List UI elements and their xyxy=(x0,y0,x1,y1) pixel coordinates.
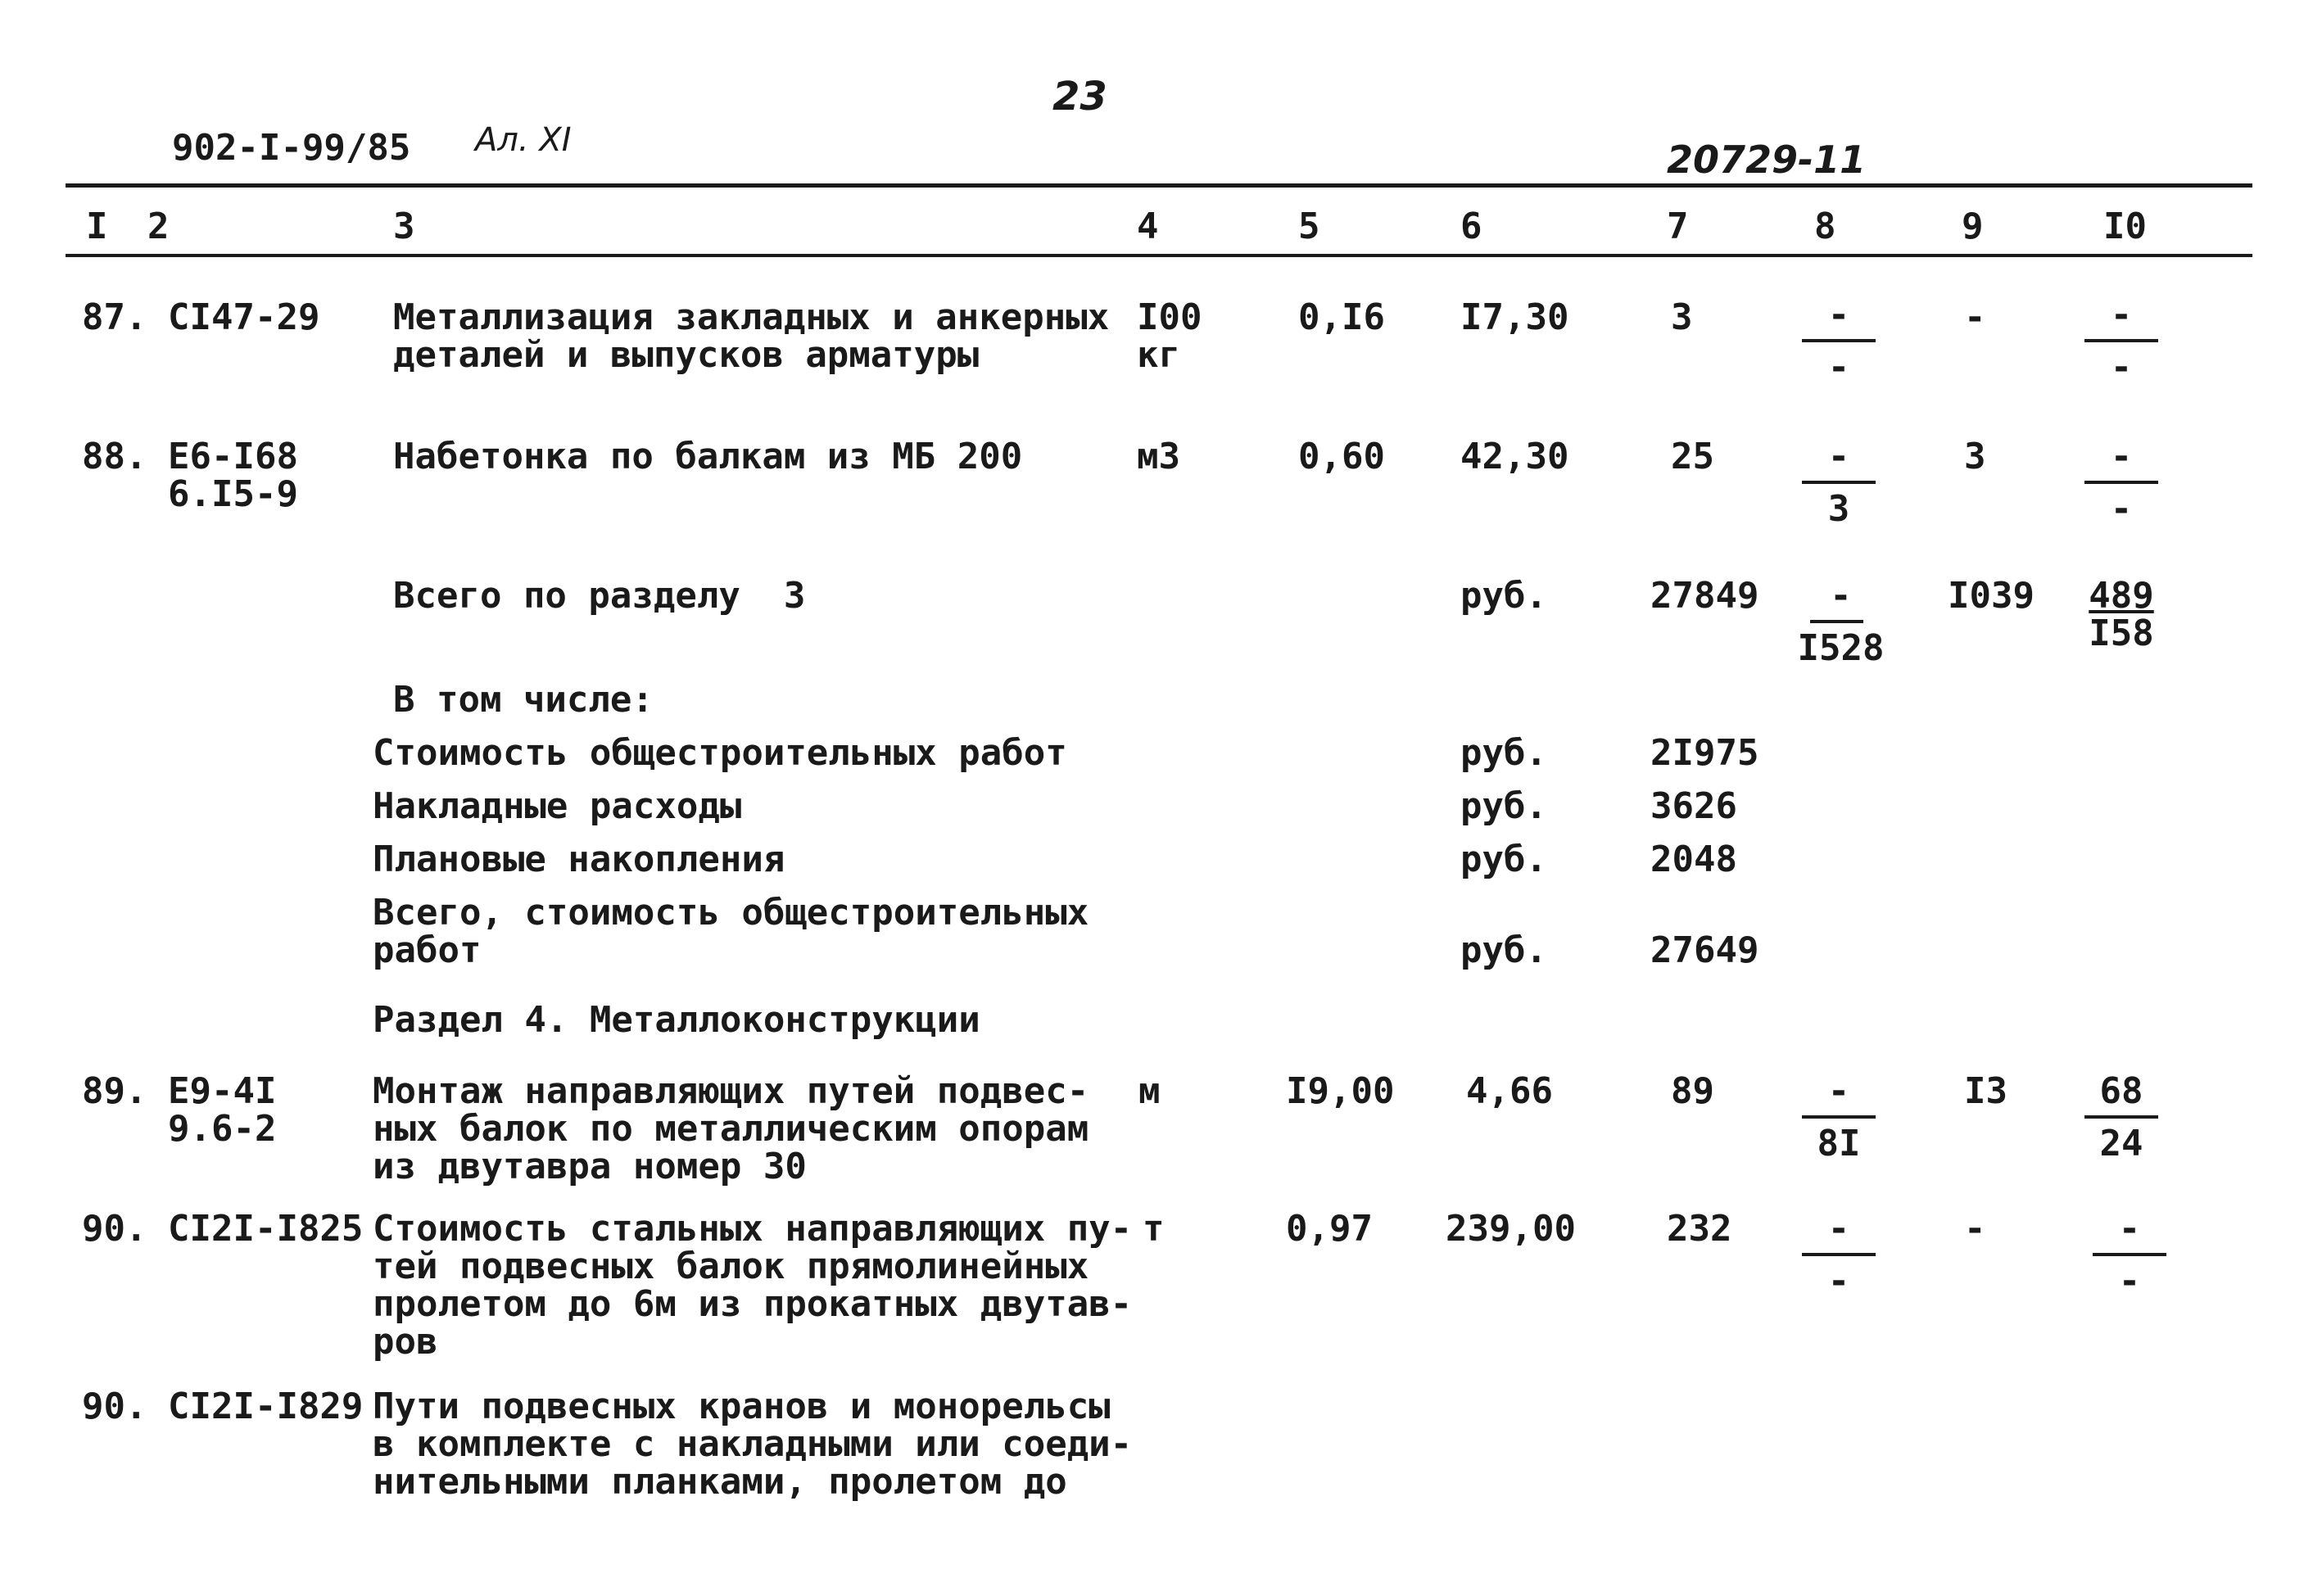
section-title: Раздел 4. Металлоконструкции xyxy=(373,999,980,1041)
row-number: 88. xyxy=(82,436,147,477)
row-code: CI47-29 xyxy=(168,296,320,338)
fraction-numerator: - xyxy=(1827,1208,1850,1250)
row-qty: I9,00 xyxy=(1286,1070,1395,1112)
row-desc-line: Стоимость стальных направляющих пу- xyxy=(373,1208,1133,1250)
row-desc-line: Пути подвесных кранов и монорельсы xyxy=(373,1386,1111,1427)
breakdown-unit: руб. xyxy=(1460,785,1547,827)
row-desc-line: из двутавра номер 30 xyxy=(373,1146,807,1187)
fraction-bar xyxy=(1802,1115,1876,1119)
row-code: 6.I5-9 xyxy=(168,473,298,515)
row-desc-line: ров xyxy=(373,1321,438,1363)
row-code: CI2I-I829 xyxy=(168,1386,364,1427)
row-desc-line: деталей и выпусков арматуры xyxy=(393,334,980,376)
row-number: 90. xyxy=(82,1208,147,1250)
fraction-numerator: - xyxy=(2110,436,2133,477)
row-number: 87. xyxy=(82,296,147,338)
col-header-1: I xyxy=(86,206,108,247)
breakdown-unit: руб. xyxy=(1460,929,1547,971)
fraction-denominator: 8I xyxy=(1817,1123,1861,1164)
row-col10-fraction xyxy=(2084,438,2158,528)
archive-number: 20729-11 xyxy=(1667,138,1867,182)
col-header-3: 3 xyxy=(393,206,415,247)
col-header-10: I0 xyxy=(2103,206,2147,247)
row-unit: I00 xyxy=(1137,296,1202,338)
row-col8-fraction xyxy=(1802,296,1876,387)
col-header-8: 8 xyxy=(1814,206,1836,247)
fraction-denominator: - xyxy=(2110,488,2133,530)
row-number: 89. xyxy=(82,1070,147,1112)
row-col8-fraction xyxy=(1802,1070,1876,1164)
fraction-denominator: I528 xyxy=(1797,627,1885,669)
col-header-2: 2 xyxy=(147,206,170,247)
row-number: 90. xyxy=(82,1386,147,1427)
row-code: CI2I-I825 xyxy=(168,1208,364,1250)
fraction-denominator: - xyxy=(2118,1260,2141,1302)
breakdown-value: 2048 xyxy=(1650,839,1737,880)
breakdown-heading: В том числе: xyxy=(393,679,654,721)
fraction-bar xyxy=(1802,339,1876,342)
fraction-numerator: - xyxy=(2110,294,2133,336)
fraction-numerator: 68 xyxy=(2099,1070,2143,1112)
row-price: 239,00 xyxy=(1446,1208,1576,1250)
row-desc-line: Набетонка по балкам из МБ 200 xyxy=(393,436,1023,477)
row-price: 42,30 xyxy=(1460,436,1569,477)
row-col10-fraction xyxy=(2084,296,2158,387)
top-rule xyxy=(66,183,2252,188)
row-desc-line: в комплекте с накладными или соеди- xyxy=(373,1423,1133,1465)
breakdown-value: 2I975 xyxy=(1650,732,1759,774)
row-unit: м xyxy=(1138,1070,1161,1112)
breakdown-label: Всего, стоимость общестроительных работ xyxy=(373,892,1089,971)
breakdown-label: Плановые накопления xyxy=(373,839,785,880)
header-rule xyxy=(66,254,2252,257)
row-col8-fraction xyxy=(1802,1210,1876,1300)
breakdown-label: Накладные расходы xyxy=(373,785,742,827)
row-total: 25 xyxy=(1671,436,1714,477)
row-unit: кг xyxy=(1137,334,1180,376)
row-desc-line: нительными планками, пролетом до xyxy=(373,1461,1067,1503)
row-desc-line: Монтаж направляющих путей подвес- xyxy=(373,1070,1089,1112)
col-header-4: 4 xyxy=(1137,206,1159,247)
row-col9: 3 xyxy=(1964,436,1986,477)
album-label: Ал. XI xyxy=(475,121,572,159)
row-total: 3 xyxy=(1671,296,1693,338)
row-desc-line: ных балок по металлическим опорам xyxy=(373,1108,1089,1150)
fraction-numerator: - xyxy=(1827,436,1850,477)
page-number: 23 xyxy=(1052,74,1107,120)
fraction-bar xyxy=(2084,1115,2158,1119)
breakdown-label: Стоимость общестроительных работ xyxy=(373,732,1067,774)
breakdown-unit: руб. xyxy=(1460,732,1547,774)
fraction-numerator: 489 xyxy=(2089,575,2154,617)
fraction-bar xyxy=(1810,620,1863,623)
row-qty: 0,I6 xyxy=(1298,296,1385,338)
fraction-bar xyxy=(1802,1253,1876,1256)
fraction-denominator: - xyxy=(2110,346,2133,388)
row-desc-line: Металлизация закладных и анкерных xyxy=(393,296,1110,338)
row-total: 232 xyxy=(1667,1208,1732,1250)
fraction-bar xyxy=(2093,1253,2166,1256)
row-qty: 0,60 xyxy=(1298,436,1385,477)
row-col8-fraction xyxy=(1802,438,1876,528)
row-qty: 0,97 xyxy=(1286,1208,1373,1250)
doc-code: 902-I-99/85 xyxy=(172,127,411,169)
row-unit: м3 xyxy=(1137,436,1180,477)
section-total-label: Всего по разделу 3 xyxy=(393,575,806,617)
row-col9: I3 xyxy=(1964,1070,2007,1112)
breakdown-unit: руб. xyxy=(1460,839,1547,880)
fraction-bar xyxy=(2084,339,2158,342)
fraction-numerator: - xyxy=(2118,1208,2141,1250)
row-code: Е9-4I xyxy=(168,1070,277,1112)
section-total-col10-fraction xyxy=(2084,577,2158,653)
fraction-denominator: I58 xyxy=(2089,613,2154,654)
fraction-denominator: 3 xyxy=(1827,488,1850,530)
row-code: Е6-I68 xyxy=(168,436,298,477)
fraction-denominator: 24 xyxy=(2099,1123,2143,1164)
row-col10-fraction xyxy=(2093,1210,2166,1300)
col-header-9: 9 xyxy=(1962,206,1984,247)
col-header-5: 5 xyxy=(1298,206,1320,247)
col-header-6: 6 xyxy=(1460,206,1482,247)
row-col9: - xyxy=(1964,296,1986,338)
section-total-col9: I039 xyxy=(1948,575,2035,617)
fraction-numerator: - xyxy=(1830,575,1852,617)
row-code: 9.6-2 xyxy=(168,1108,277,1150)
row-col10-fraction xyxy=(2084,1070,2158,1164)
row-desc-line: тей подвесных балок прямолинейных xyxy=(373,1246,1089,1287)
row-total: 89 xyxy=(1671,1070,1714,1112)
row-price: I7,30 xyxy=(1460,296,1569,338)
row-unit: т xyxy=(1143,1208,1165,1250)
col-header-7: 7 xyxy=(1667,206,1689,247)
row-col9: - xyxy=(1964,1208,1986,1250)
fraction-numerator: - xyxy=(1827,1070,1850,1112)
breakdown-value: 27649 xyxy=(1650,929,1759,971)
section-total-unit: руб. xyxy=(1460,575,1547,617)
row-price: 4,66 xyxy=(1466,1070,1553,1112)
fraction-numerator: - xyxy=(1827,294,1850,336)
fraction-denominator: - xyxy=(1827,1260,1850,1302)
section-total-value: 27849 xyxy=(1650,575,1759,617)
section-total-col8-fraction xyxy=(1794,577,1888,667)
fraction-bar xyxy=(1802,481,1876,484)
fraction-bar xyxy=(2084,481,2158,484)
breakdown-value: 3626 xyxy=(1650,785,1737,827)
fraction-denominator: - xyxy=(1827,346,1850,388)
row-desc-line: пролетом до 6м из прокатных двутав- xyxy=(373,1283,1133,1325)
